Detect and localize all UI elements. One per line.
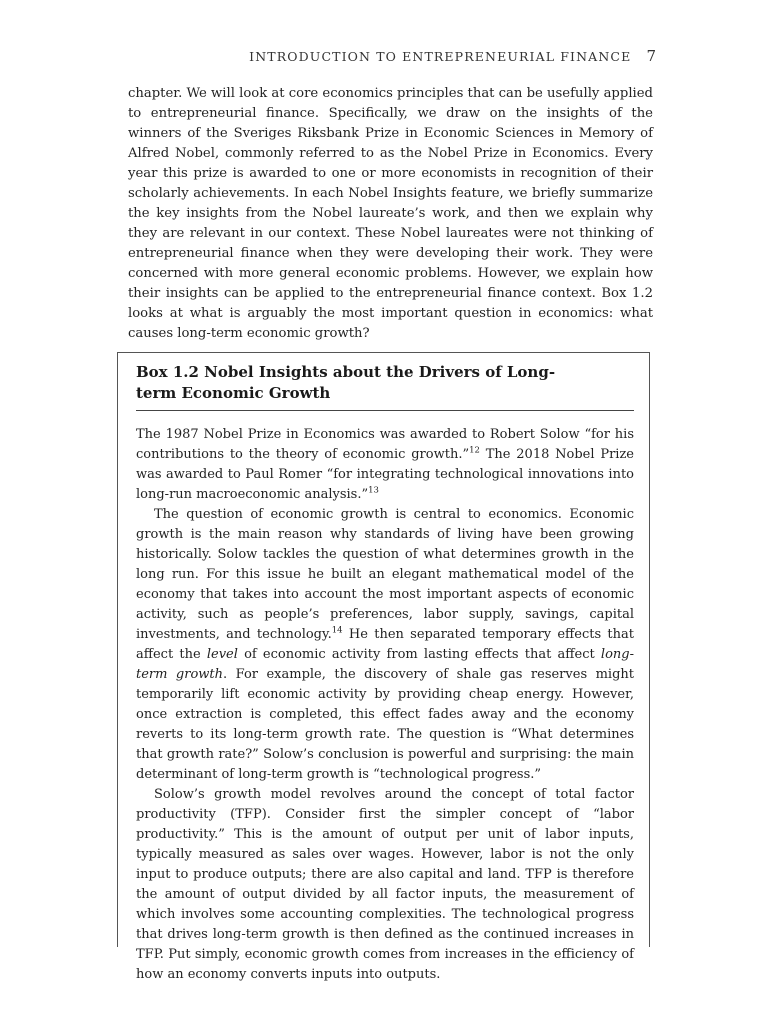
text-span: He then separated temporary effects that affect the: [136, 627, 635, 662]
intro-paragraph: chapter. We will look at core economics principles that can be usefully applied to entrepreneurial finance. Specifically, we draw on the insights of the winners of the Sveriges Riksbank Prize in Economic Sciences in Memory of Alfred Nobel, commonly referred to as the Nobel Prize in Economics. Every year this prize is awarded to one or more economists in recognition of their scholarly achievements. In each Nobel Insights feature, we briefly summarize the key insights from the Nobel laureate’s work, and then we explain why they are relevant in our context. These Nobel laureates were not thinking of entrepreneurial finance when they were developing their work. They were concerned with more general economic problems. However, we explain how their insights can be applied to the entrepreneurial finance context. Box 1.2 looks at what is arguably the most important question in economics: what causes long-term economic growth?: [128, 86, 653, 341]
text-span: The 2018 Nobel Prize was awarded to Paul Romer “for integrating technological innovations into long-run macroeconomic analysis.”: [136, 447, 634, 502]
page-number: 7: [646, 47, 656, 65]
footnote-ref-12: 12: [469, 445, 480, 456]
box-paragraph-3: Solow’s growth model revolves around the concept of total factor productivity (TFP). Consider first the simpler concept of “labor productivity.” This is the amount of output per unit of labor inputs, typically measured as sales over wages. However, labor is not the only input to produce outputs; there are also capital and land. TFP is therefore the amount of output divided by all factor inputs, the measurement of which involves some accounting complexities. The technological progress that drives long-term growth is then defined as the continued increases in TFP. Put simply, economic growth comes from increases in the efficiency of how an economy converts inputs into outputs.: [136, 787, 634, 982]
box-paragraph-2: [136, 505, 634, 785]
running-title: INTRODUCTION TO ENTREPRENEURIAL FINANCE: [249, 49, 632, 64]
footnote-ref-14: 14: [331, 625, 343, 636]
text-span: The 1987 Nobel Prize in Economics was awarded to Robert Solow “for his contributions to the theory of economic growth.”: [136, 427, 634, 462]
text-span: of economic activity from lasting effects that affect: [237, 647, 601, 662]
box-title: Box 1.2 Nobel Insights about the Drivers of Long-term Economic Growth: [136, 363, 556, 402]
box-paragraph-1: [136, 425, 634, 505]
running-header: [249, 47, 656, 65]
text-span: The question of economic growth is central to economics. Economic growth is the main reason why standards of living have been growing historically. Solow tackles the question of what determines growth in the long run. For this issue he built an elegant mathematical model of the economy that takes into account the most important aspects of economic activity, such as people’s preferences, labor supply, savings, capital investments, and technology.: [136, 507, 634, 642]
footnote-ref-13: 13: [368, 485, 379, 496]
box-title-rule: [136, 410, 634, 411]
nobel-insights-box: [117, 352, 650, 982]
emphasis-level: level: [206, 647, 238, 662]
emphasis-long-term-growth: long-term growth: [136, 647, 634, 682]
text-span: . For example, the discovery of shale gas reserves might temporarily lift economic activity by providing cheap energy. However, once extraction is completed, this effect fades away and the economy reverts to its long-term growth rate. The question is “What determines that growth rate?” Solow’s conclusion is powerful and surprising: the main determinant of long-term growth is “technological progress.”: [136, 667, 634, 782]
